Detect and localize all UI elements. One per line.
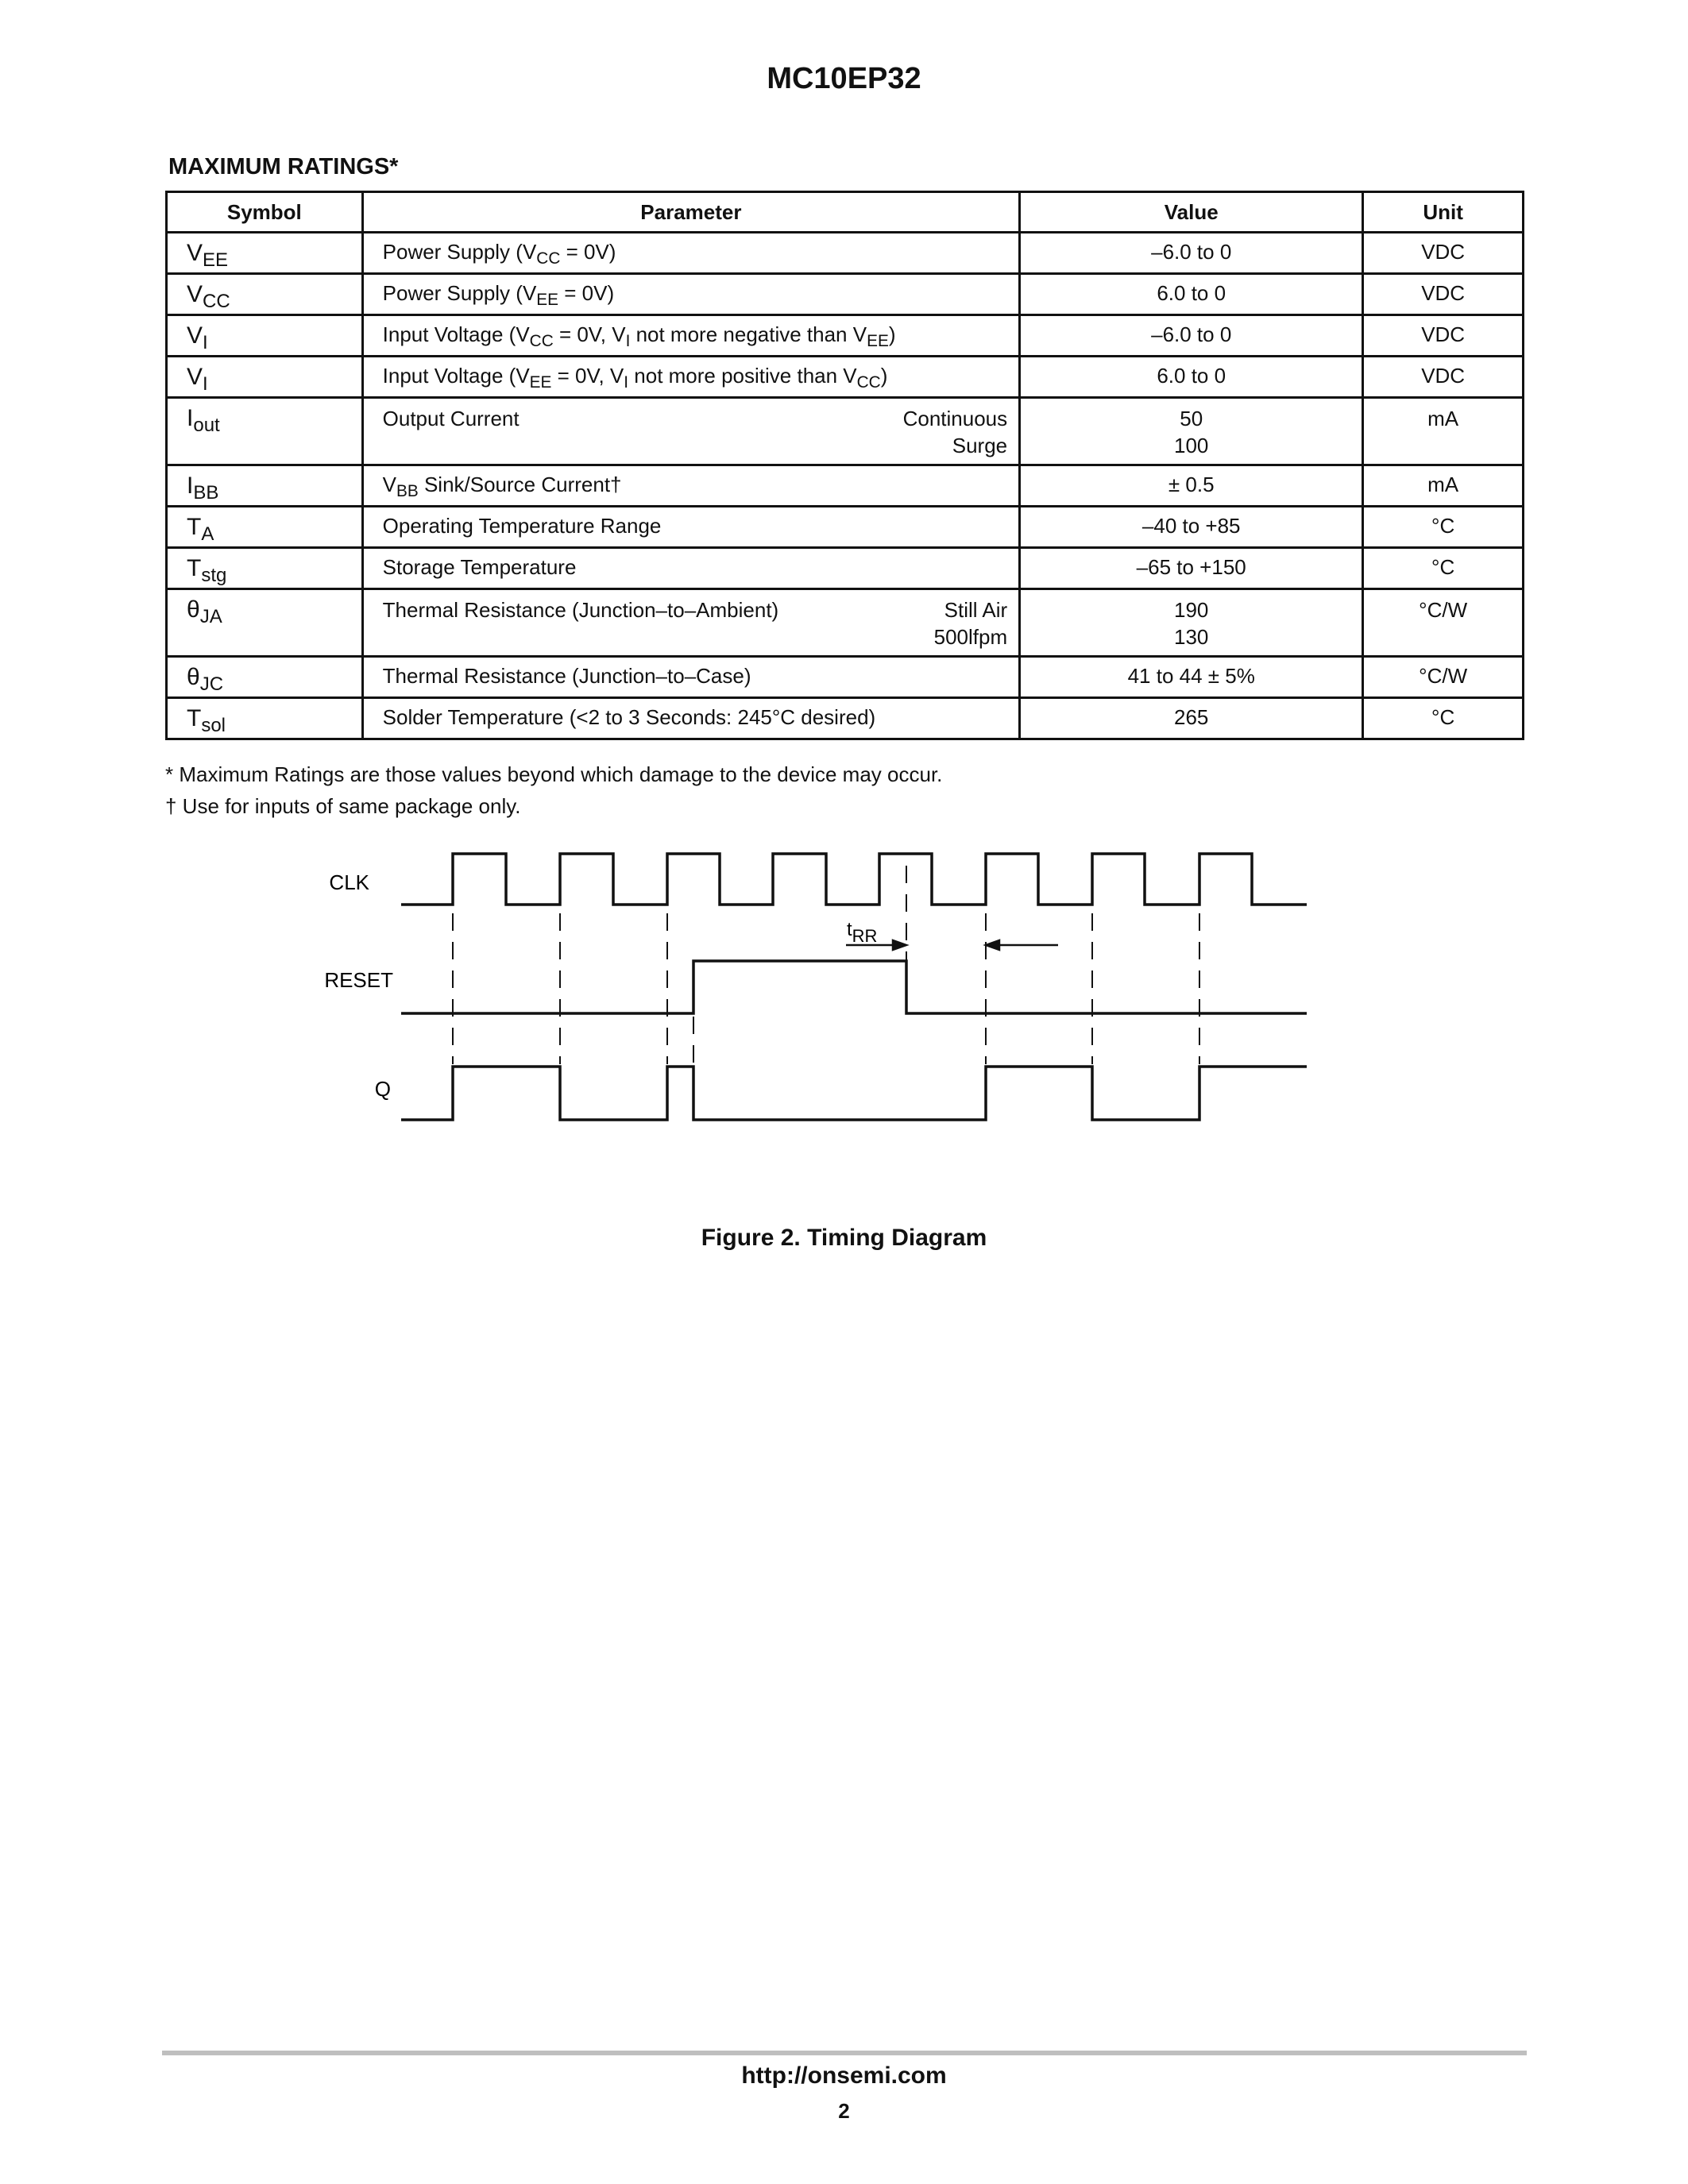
- footer-url[interactable]: http://onsemi.com: [741, 2062, 947, 2089]
- maximum-ratings-table: [165, 191, 1524, 740]
- unit-cell: mA: [1363, 465, 1524, 507]
- condition-still-air: Still Air: [944, 598, 1008, 622]
- value-cell: –6.0 to 0: [1020, 233, 1363, 274]
- table-header-row: [167, 192, 1524, 233]
- section-title: MAXIMUM RATINGS*: [168, 154, 399, 179]
- value-cell: –6.0 to 0: [1020, 315, 1363, 357]
- unit-cell: °C: [1363, 548, 1524, 589]
- column-header-unit: Unit: [1363, 192, 1524, 233]
- symbol-cell: $I_{out}$: [167, 398, 363, 465]
- q-waveform: [401, 1067, 1307, 1120]
- unit-cell: VDC: [1363, 274, 1524, 315]
- value-cell: 265: [1020, 698, 1363, 739]
- parameter-cell: Power Supply $(V_{EE} = 0V)$: [362, 274, 1020, 315]
- timing-diagram: [318, 834, 1350, 1152]
- parameter-cell: Solder Temperature (<2 to 3 Seconds: 245°C desired): [362, 698, 1020, 739]
- parameter-cell: Still Air 500lfpm Thermal Resistance (Junction–to–Ambient): [362, 589, 1020, 657]
- symbol-cell: $T_{sol}$: [167, 698, 363, 739]
- parameter-cell: Continuous Surge Output Current: [362, 398, 1020, 465]
- symbol-cell: $T_{stg}$: [167, 548, 363, 589]
- unit-cell: °C/W: [1363, 657, 1524, 698]
- column-header-parameter: Parameter: [362, 192, 1020, 233]
- parameter-cell: Input Voltage ($V_{EE} = 0V$, $V_I$ not more positive than $V_{CC}$): [362, 357, 1020, 398]
- symbol-cell: $T_A$: [167, 507, 363, 548]
- note-maximum-ratings: * Maximum Ratings are those values beyond which damage to the device may occur.: [165, 762, 943, 786]
- trr-arrowhead-right: [986, 940, 999, 950]
- q-label: Q: [374, 1077, 391, 1101]
- trr-label: tRR: [847, 919, 878, 946]
- condition-surge: Surge: [952, 434, 1008, 457]
- value-cell: –40 to +85: [1020, 507, 1363, 548]
- parameter-cell: Thermal Resistance (Junction–to–Case): [362, 657, 1020, 698]
- column-header-value: Value: [1020, 192, 1363, 233]
- parameter-cell: Power Supply $(V_{CC} = 0V)$: [362, 233, 1020, 274]
- figure-caption: Figure 2. Timing Diagram: [701, 1225, 987, 1251]
- unit-cell: VDC: [1363, 233, 1524, 274]
- page-number: 2: [838, 2099, 850, 2123]
- note-dagger: † Use for inputs of same package only.: [165, 794, 521, 818]
- parameter-cell: Input Voltage ($V_{CC} = 0V$, $V_I$ not more negative than $V_{EE}$): [362, 315, 1020, 357]
- value-cell: 190 130: [1020, 589, 1363, 657]
- reset-waveform: [401, 961, 1307, 1013]
- unit-cell: VDC: [1363, 315, 1524, 357]
- condition-continuous: Continuous: [902, 407, 1008, 430]
- symbol-cell: $\theta_{JA}$: [167, 589, 363, 657]
- symbol-cell: $V_{EE}$: [167, 233, 363, 274]
- table-row: [167, 589, 1524, 657]
- value-cell: 41 to 44 ± 5%: [1020, 657, 1363, 698]
- clk-label: CLK: [329, 870, 369, 894]
- symbol-cell: $I_{BB}$: [167, 465, 363, 507]
- unit-cell: VDC: [1363, 357, 1524, 398]
- page-title: MC10EP32: [767, 62, 921, 95]
- condition-500lfpm: 500lfpm: [933, 625, 1008, 649]
- value-cell: 6.0 to 0: [1020, 274, 1363, 315]
- table-notes: [165, 758, 942, 822]
- unit-cell: mA: [1363, 398, 1524, 465]
- table-row: [167, 357, 1524, 398]
- table-row: [167, 315, 1524, 357]
- table-row: [167, 398, 1524, 465]
- value-cell: ± 0.5: [1020, 465, 1363, 507]
- footer-divider: [162, 2051, 1527, 2055]
- trr-arrowhead-left: [893, 940, 906, 950]
- clk-waveform: [401, 854, 1307, 905]
- symbol-cell: $\theta_{JC}$: [167, 657, 363, 698]
- value-cell: –65 to +150: [1020, 548, 1363, 589]
- unit-cell: °C: [1363, 507, 1524, 548]
- unit-cell: °C: [1363, 698, 1524, 739]
- column-header-symbol: Symbol: [167, 192, 363, 233]
- value-cell: 50 100: [1020, 398, 1363, 465]
- table-row: [167, 233, 1524, 274]
- table-row: [167, 507, 1524, 548]
- parameter-cell: Storage Temperature: [362, 548, 1020, 589]
- table-row: [167, 274, 1524, 315]
- value-cell: 6.0 to 0: [1020, 357, 1363, 398]
- symbol-cell: $V_{CC}$: [167, 274, 363, 315]
- table-row: [167, 465, 1524, 507]
- symbol-cell: $V_I$: [167, 357, 363, 398]
- reset-label: RESET: [324, 968, 393, 992]
- table-row: [167, 548, 1524, 589]
- table-row: [167, 657, 1524, 698]
- table-row: [167, 698, 1524, 739]
- symbol-cell: $V_I$: [167, 315, 363, 357]
- parameter-cell: Operating Temperature Range: [362, 507, 1020, 548]
- unit-cell: °C/W: [1363, 589, 1524, 657]
- parameter-cell: $V_{BB}$ Sink/Source Current†: [362, 465, 1020, 507]
